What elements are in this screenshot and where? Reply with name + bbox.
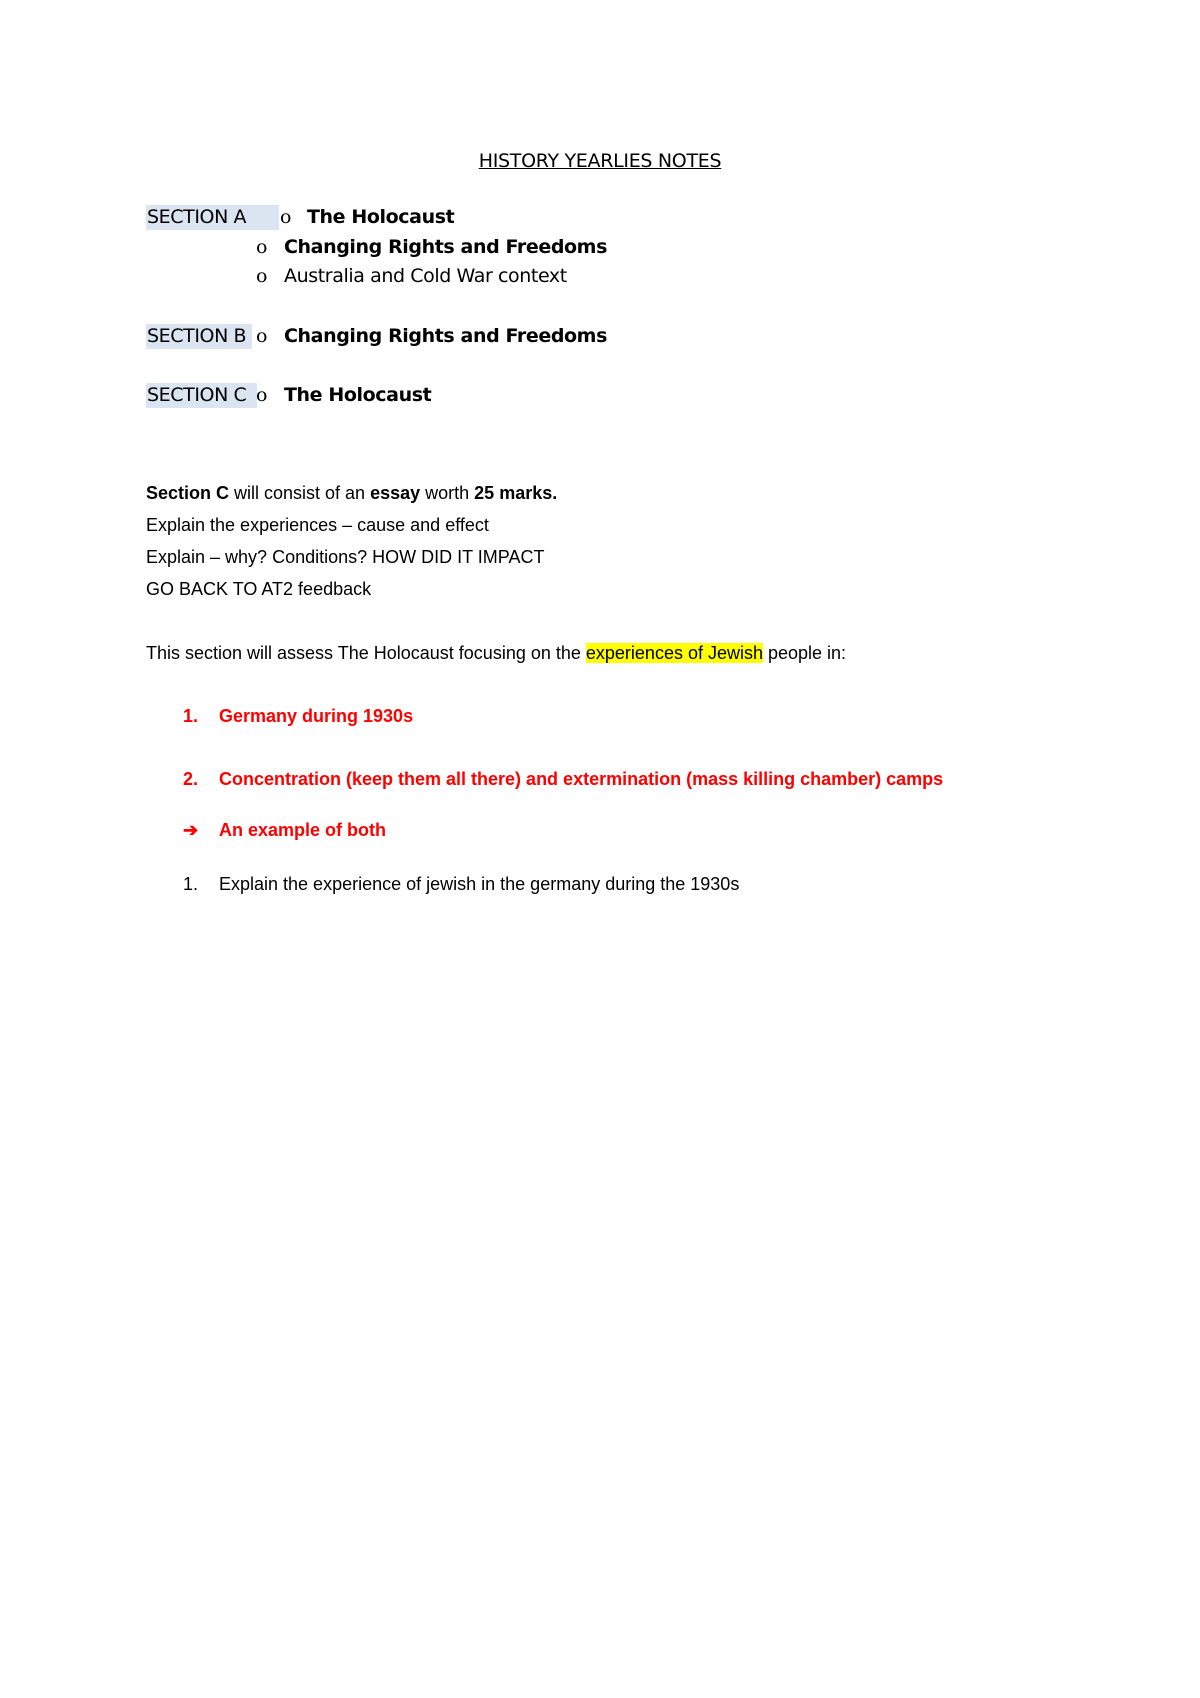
consist-text: will consist of an [229, 483, 371, 503]
section-a-label: SECTION A [146, 205, 279, 230]
note-line-at2: GO BACK TO AT2 feedback [146, 579, 372, 599]
note-line-experiences: Explain the experiences – cause and effect [146, 515, 489, 535]
section-a-topic-1: The Holocaust [307, 206, 455, 228]
section-a-topic-2: Changing Rights and Freedoms [284, 236, 607, 258]
assess-before: This section will assess The Holocaust focusing on the [146, 643, 586, 663]
list-item-text: Germany during 1930s [219, 706, 414, 726]
bullet-marker: o [256, 265, 268, 287]
worth-text: worth [420, 483, 475, 503]
section-a-topic-3: Australia and Cold War context [284, 265, 567, 287]
essay-bold: essay [370, 483, 421, 503]
document-title: HISTORY YEARLIES NOTES [478, 150, 722, 172]
marks-bold: 25 marks. [474, 483, 558, 503]
list-item-text: Explain the experience of jewish in the germany during the 1930s [219, 874, 740, 894]
bullet-marker: o [280, 206, 292, 228]
list-item-text: Concentration (keep them all there) and extermination (mass killing chamber) camps [219, 769, 944, 789]
section-c-label: SECTION C [146, 383, 257, 408]
bullet-marker: o [256, 236, 268, 258]
list-item-text: An example of both [219, 820, 387, 840]
assess-after: people in: [762, 643, 847, 663]
section-c-description [146, 481, 557, 505]
section-c-bold: Section C [146, 483, 230, 503]
note-line-explain: Explain – why? Conditions? HOW DID IT IMPACT [146, 547, 545, 567]
arrow-icon: ➔ [183, 820, 199, 840]
list-marker: 1. [183, 706, 199, 726]
bullet-marker: o [256, 325, 268, 347]
section-b-label: SECTION B [146, 324, 252, 349]
section-c-topic-1: The Holocaust [284, 384, 432, 406]
bullet-marker: o [256, 384, 268, 406]
highlighted-phrase: experiences of Jewish [585, 643, 763, 663]
section-b-topic-1: Changing Rights and Freedoms [284, 325, 607, 347]
assess-sentence [146, 641, 846, 665]
list-marker: 1. [183, 874, 199, 894]
list-marker: 2. [183, 769, 199, 789]
